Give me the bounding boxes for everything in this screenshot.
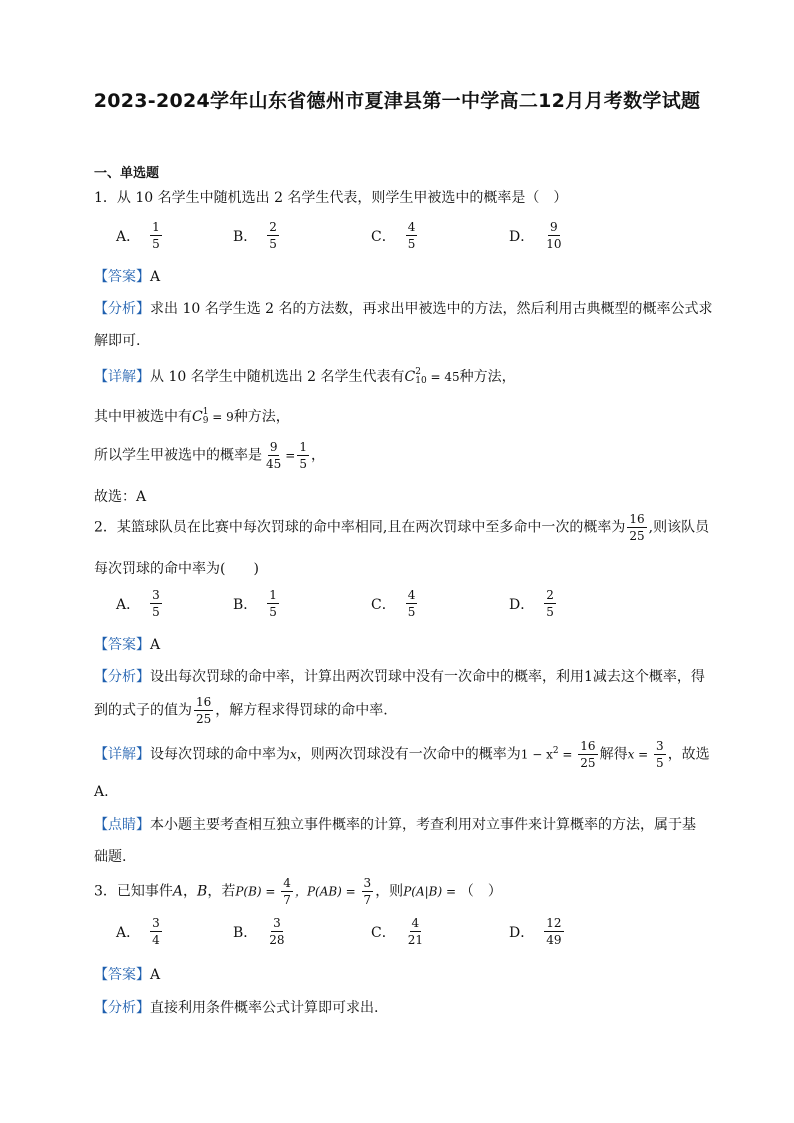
fraction: $\frac{12}{49}$ (546, 916, 562, 947)
q2-comment: 【点睛】本小题主要考查相互独立事件概率的计算，考查利用对立事件来计算概率的方法，属于基 (94, 817, 696, 833)
q3-option-a: A． $\frac{3}{4}$ (116, 916, 160, 947)
fraction: $\frac{3}{4}$ (152, 916, 160, 947)
q1-analysis-cont: 解即可. (94, 333, 141, 349)
fraction: $\frac{9}{45}$ (266, 440, 282, 471)
q2-options (116, 588, 716, 632)
fraction: $\frac{16}{25}$ (580, 739, 596, 770)
q2-option-b: B． $\frac{1}{5}$ (233, 588, 277, 619)
q2-option-a: A． $\frac{3}{5}$ (116, 588, 160, 619)
section-heading: 一、单选题 (94, 166, 160, 181)
q2-option-d: D． $\frac{2}{5}$ (509, 588, 554, 619)
q2-analysis: 【分析】设出每次罚球的命中率，计算出两次罚球中没有一次命中的概率，利用1减去这个概率，得 (94, 669, 705, 685)
q2-stem: 2．某篮球队员在比赛中每次罚球的命中率相同,且在两次罚球中至多命中一次的概率为 $\frac{16}{25}$ ,则该队员 (94, 512, 710, 543)
fraction: $\frac{3}{5}$ (656, 739, 664, 770)
fraction: $\frac{16}{25}$ (196, 695, 212, 726)
q3-options (116, 916, 716, 960)
fraction: $\frac{4}{5}$ (407, 588, 416, 619)
q2-answer: 【答案】A (94, 637, 161, 653)
q1-option-b: B． $\frac{2}{5}$ (233, 220, 277, 251)
q1-detail-2: 其中甲被选中有C 1 9 = 9种方法， (94, 407, 290, 426)
fraction: $\frac{3}{28}$ (269, 916, 285, 947)
q1-detail-1: 【详解】从 10 名学生中随机选出 2 名学生代表有C 2 10 = 45种方法， (94, 367, 516, 386)
fraction: $\frac{3}{5}$ (152, 588, 160, 619)
fraction: $\frac{4}{21}$ (407, 916, 423, 947)
q1-detail-3: 所以学生甲被选中的概率是 $\frac{9}{45}$ = $\frac{1}{5}$ ， (94, 440, 325, 471)
q2-detail-cont: A. (94, 784, 109, 800)
fraction: $\frac{2}{5}$ (546, 588, 554, 619)
q3-option-d: D． $\frac{12}{49}$ (509, 916, 562, 947)
fraction: $\frac{3}{7}$ (363, 876, 372, 907)
q2-stem-cont: 每次罚球的命中率为( ) (94, 561, 259, 577)
q3-stem: 3．已知事件A，B，若P(B) = $\frac{4}{7}$ ，P(AB) = $\frac{3}{7}$ ，则P(A|B) = （ ） (94, 876, 502, 907)
q1-answer: 【答案】A (94, 269, 161, 285)
fraction: $\frac{1}{5}$ (269, 588, 277, 619)
fraction: $\frac{1}{5}$ (299, 440, 307, 471)
q3-option-b: B． $\frac{3}{28}$ (233, 916, 285, 947)
fraction: $\frac{1}{5}$ (152, 220, 160, 251)
fraction: $\frac{16}{25}$ (629, 512, 645, 543)
q1-option-c: C． $\frac{4}{5}$ (371, 220, 416, 251)
page-title: 2023-2024学年山东省德州市夏津县第一中学高二12月月考数学试题 (93, 90, 701, 112)
fraction: $\frac{4}{7}$ (283, 876, 291, 907)
q1-stem: 1．从 10 名学生中随机选出 2 名学生代表，则学生甲被选中的概率是（ ） (94, 190, 568, 206)
q1-option-a: A． $\frac{1}{5}$ (116, 220, 160, 251)
q2-option-c: C． $\frac{4}{5}$ (371, 588, 416, 619)
q3-option-c: C． $\frac{4}{21}$ (371, 916, 423, 947)
q2-detail: 【详解】设每次罚球的命中率为x，则两次罚球没有一次命中的概率为$1 - x^2$ = $\frac{16}{25}$ 解得x = $\frac{3}{5}$ ，故选 (94, 739, 710, 770)
fraction: $\frac{2}{5}$ (269, 220, 277, 251)
q1-options (116, 220, 716, 264)
q2-comment-cont: 础题. (94, 849, 127, 865)
q3-answer: 【答案】A (94, 967, 161, 983)
q3-analysis: 【分析】直接利用条件概率公式计算即可求出. (94, 1000, 379, 1016)
fraction: $\frac{4}{5}$ (407, 220, 416, 251)
q2-analysis-cont: 到的式子的值为 $\frac{16}{25}$ ，解方程求得罚球的命中率. (94, 695, 388, 726)
fraction: $\frac{9}{10}$ (546, 220, 562, 251)
q1-detail-4: 故选：A (94, 489, 147, 505)
q1-analysis: 【分析】求出 10 名学生选 2 名的方法数，再求出甲被选中的方法，然后利用古典概型的概率公式求 (94, 301, 713, 317)
q1-option-d: D． $\frac{9}{10}$ (509, 220, 562, 251)
